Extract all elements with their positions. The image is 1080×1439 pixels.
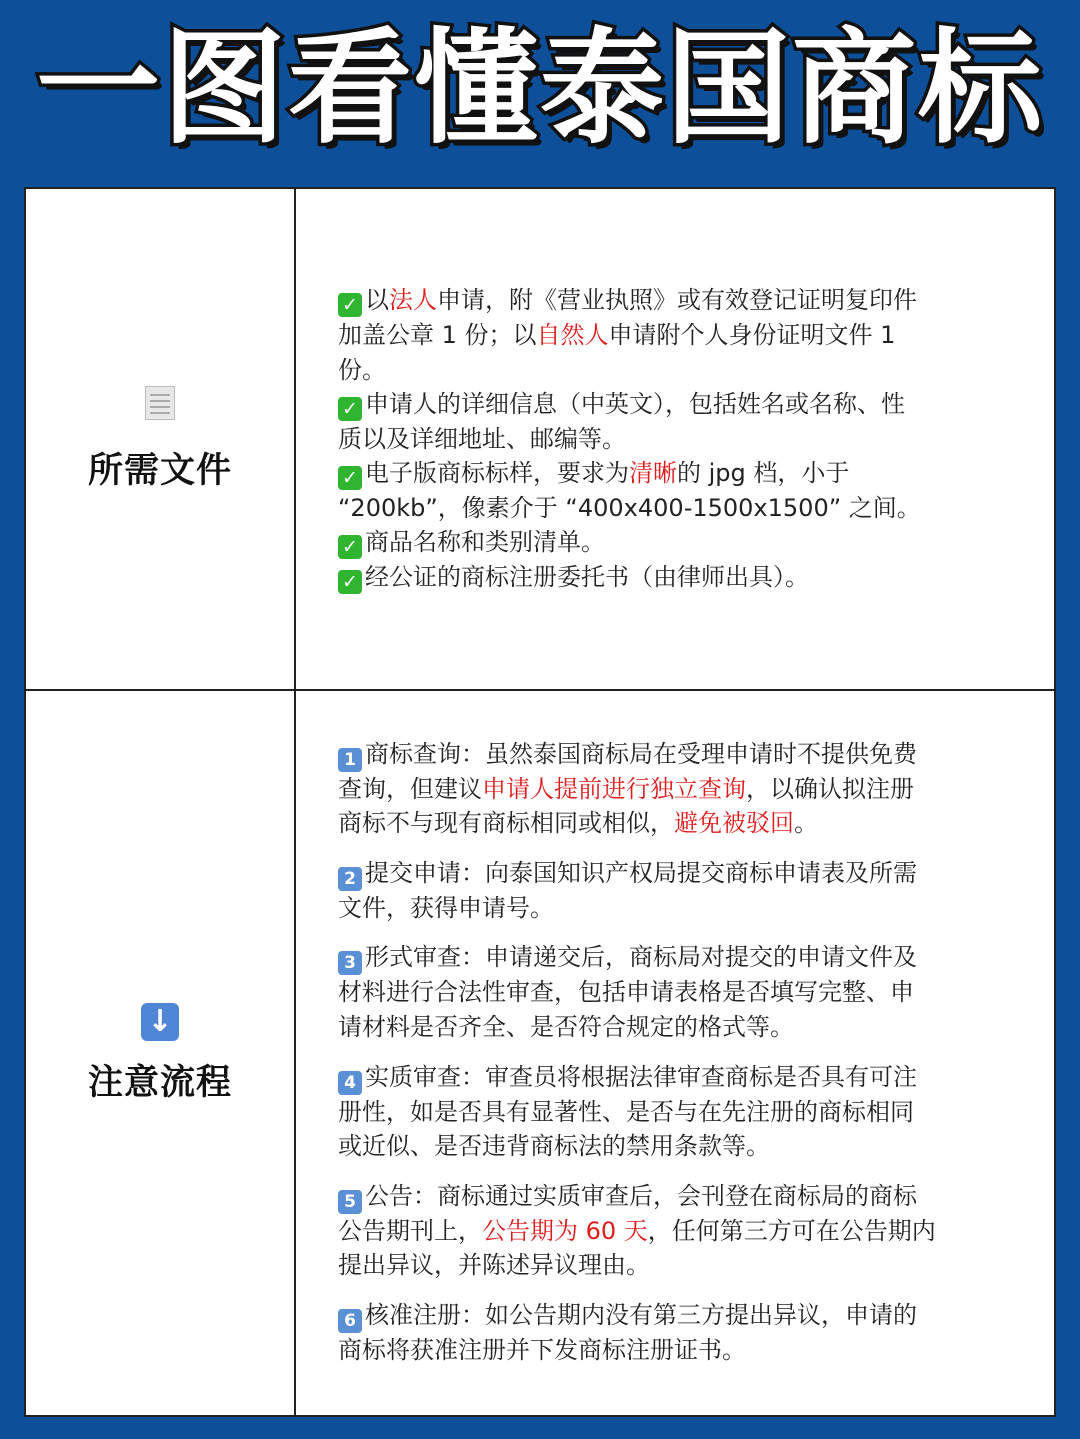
text-segment: 份。 [338,355,386,384]
process-step-line [338,1179,1010,1214]
text-segment: 或近似、是否违背商标法的禁用条款等。 [338,1132,770,1161]
process-label: 注意流程 [87,1062,232,1103]
text-segment: 的 jpg 档，小于 [677,459,850,488]
process-step-line [338,1129,1010,1164]
process-step [338,1179,1010,1283]
step-number-icon: 6 [338,1309,362,1333]
text-segment: 提交申请：向泰国知识产权局提交商标申请表及所需 [365,858,917,887]
text-segment: 公告期刊上， [338,1216,482,1245]
process-step-line [338,772,1010,807]
checkmark-icon: ✓ [338,397,362,421]
text-segment: 商标查询：虽然泰国商标局在受理申请时不提供免费 [365,739,917,768]
text-segment: 册性，如是否具有显著性、是否与在先注册的商标相同 [338,1097,914,1126]
required-documents-label: 所需文件 [87,450,232,491]
document-requirement-line [338,456,1010,491]
highlight-text: 申请人提前进行独立查询 [482,774,746,803]
text-segment: 加盖公章 1 份；以 [338,320,537,349]
document-requirement-line [338,422,1010,457]
step-number-icon: 2 [338,867,362,891]
text-segment: 商品名称和类别清单。 [365,528,605,557]
highlight-text: 公告期为 60 天 [482,1216,648,1245]
process-step-line [338,891,1010,926]
step-number-icon: 1 [338,748,362,772]
process-step-line [338,940,1010,975]
document-requirement-line [338,353,1010,388]
process-step-line [338,1248,1010,1283]
document-requirement-line [338,387,1010,422]
highlight-text: 法人 [389,286,437,315]
text-segment: 商标将获准注册并下发商标注册证书。 [338,1335,746,1364]
checkmark-icon: ✓ [338,293,362,317]
text-segment: 公告：商标通过实质审查后，会刊登在商标局的商标 [365,1181,917,1210]
process-step-line [338,806,1010,841]
text-segment: 申请，附《营业执照》或有效登记证明复印件 [437,286,917,315]
checkmark-icon: ✓ [338,535,362,559]
process-step-line [338,1298,1010,1333]
checkmark-icon: ✓ [338,570,362,594]
required-documents-label-cell [26,189,296,689]
text-segment: 核准注册：如公告期内没有第三方提出异议，申请的 [365,1300,917,1329]
text-segment: 形式审查：申请递交后，商标局对提交的申请文件及 [365,943,917,972]
process-step-line [338,1095,1010,1130]
document-requirement-line [338,525,1010,560]
process-step-line [338,856,1010,891]
text-segment: 实质审查：审查员将根据法律审查商标是否具有可注 [365,1062,917,1091]
text-segment: 请材料是否齐全、是否符合规定的格式等。 [338,1012,794,1041]
text-segment: 经公证的商标注册委托书（由律师出具）。 [365,563,809,592]
process-step-line [338,1333,1010,1368]
process-step-line [338,1010,1010,1045]
text-segment: 商标不与现有商标相同或相似， [338,809,674,838]
process-step-line [338,975,1010,1010]
text-segment: 查询，但建议 [338,774,482,803]
info-table [24,187,1056,1417]
process-step [338,856,1010,926]
document-requirement-line [338,560,1010,595]
text-segment: 以 [365,286,389,315]
step-number-icon: 3 [338,951,362,975]
text-segment: 电子版商标标样，要求为 [365,459,629,488]
down-arrow-icon: ↓ [141,1000,179,1041]
required-documents-row [26,189,1054,691]
text-segment: 提出异议，并陈述异议理由。 [338,1251,650,1280]
process-step [338,737,1010,841]
process-content [296,689,1054,1415]
highlight-text: 清晰 [629,459,677,488]
process-step [338,1060,1010,1164]
process-step [338,1298,1010,1368]
text-segment: 申请附个人身份证明文件 1 [608,320,896,349]
checkmark-icon: ✓ [338,466,362,490]
step-number-icon: 5 [338,1190,362,1214]
text-segment: 质以及详细地址、邮编等。 [338,424,626,453]
text-segment: ，任何第三方可在公告期内 [647,1216,936,1245]
process-step [338,940,1010,1044]
required-documents-content [296,189,1054,689]
text-segment: 材料进行合法性审查，包括申请表格是否填写完整、申 [338,978,914,1007]
process-step-line [338,1060,1010,1095]
process-label-cell [26,689,296,1415]
document-requirement-line [338,283,1010,318]
text-segment: ，以确认拟注册 [746,774,914,803]
text-segment: 。 [794,809,818,838]
process-row [26,689,1054,1415]
process-step-line [338,1214,1010,1249]
highlight-text: 避免被驳回 [674,809,794,838]
document-requirement-line [338,491,1010,526]
text-segment: “200kb”，像素介于 “400x400-1500x1500” 之间。 [338,493,921,522]
highlight-text: 自然人 [536,320,609,349]
step-number-icon: 4 [338,1071,362,1095]
process-step-line [338,737,1010,772]
text-segment: 申请人的详细信息（中英文），包括姓名或名称、性 [365,390,905,419]
page-title: 一图看懂泰国商标 [35,17,1044,161]
document-icon [145,386,175,429]
text-segment: 文件，获得申请号。 [338,893,554,922]
document-requirement-line [338,318,1010,353]
